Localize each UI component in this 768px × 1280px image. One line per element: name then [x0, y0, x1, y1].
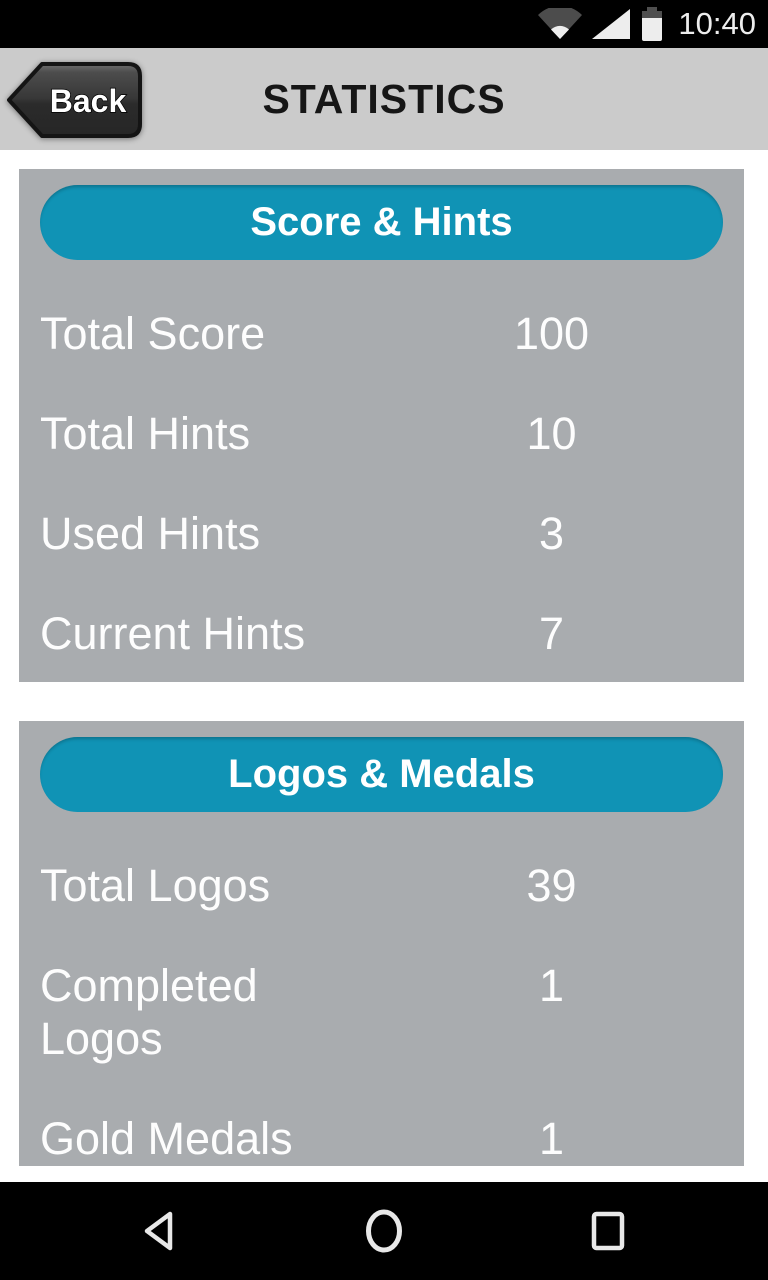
stat-label: Completed Logos	[40, 960, 258, 1064]
android-nav-bar	[0, 1182, 768, 1280]
stat-row-current-hints	[40, 607, 723, 660]
content-area	[0, 150, 768, 1166]
panel-title-pill: Logos & Medals	[40, 737, 723, 812]
stat-value: 10	[526, 408, 577, 459]
status-bar	[0, 0, 768, 48]
panel-title-pill: Score & Hints	[40, 185, 723, 260]
stat-value: 1	[538, 960, 565, 1011]
wifi-icon	[537, 8, 583, 40]
logos-medals-panel	[19, 721, 744, 1166]
clock: 10:40	[678, 6, 756, 41]
stat-value: 100	[513, 308, 590, 359]
stat-row-total-hints	[40, 407, 723, 460]
stat-row-used-hints	[40, 507, 723, 560]
stat-label: Gold Medals	[40, 1113, 293, 1164]
stat-row-total-logos	[40, 859, 723, 912]
stat-value: 39	[526, 860, 577, 911]
stat-label: Current Hints	[40, 608, 306, 659]
stat-value: 1	[538, 1113, 565, 1164]
signal-icon	[592, 9, 630, 39]
nav-recents-icon[interactable]	[589, 1210, 627, 1252]
stat-value: 7	[538, 608, 565, 659]
stat-row-completed-logos	[40, 959, 723, 1065]
stat-value: 3	[538, 508, 565, 559]
battery-icon	[639, 6, 665, 43]
stat-row-total-score	[40, 307, 723, 360]
page-title: STATISTICS	[262, 76, 506, 122]
back-button-label: Back	[49, 83, 127, 119]
nav-home-icon[interactable]	[363, 1207, 405, 1255]
stat-label: Total Score	[40, 308, 266, 359]
nav-back-icon[interactable]	[140, 1209, 176, 1253]
back-button[interactable]	[6, 59, 146, 141]
score-hints-panel	[19, 169, 744, 682]
stat-label: Total Logos	[40, 860, 271, 911]
app-header	[0, 48, 768, 150]
stat-label: Used Hints	[40, 508, 261, 559]
stat-row-gold-medals	[40, 1112, 723, 1165]
stat-label: Total Hints	[40, 408, 251, 459]
